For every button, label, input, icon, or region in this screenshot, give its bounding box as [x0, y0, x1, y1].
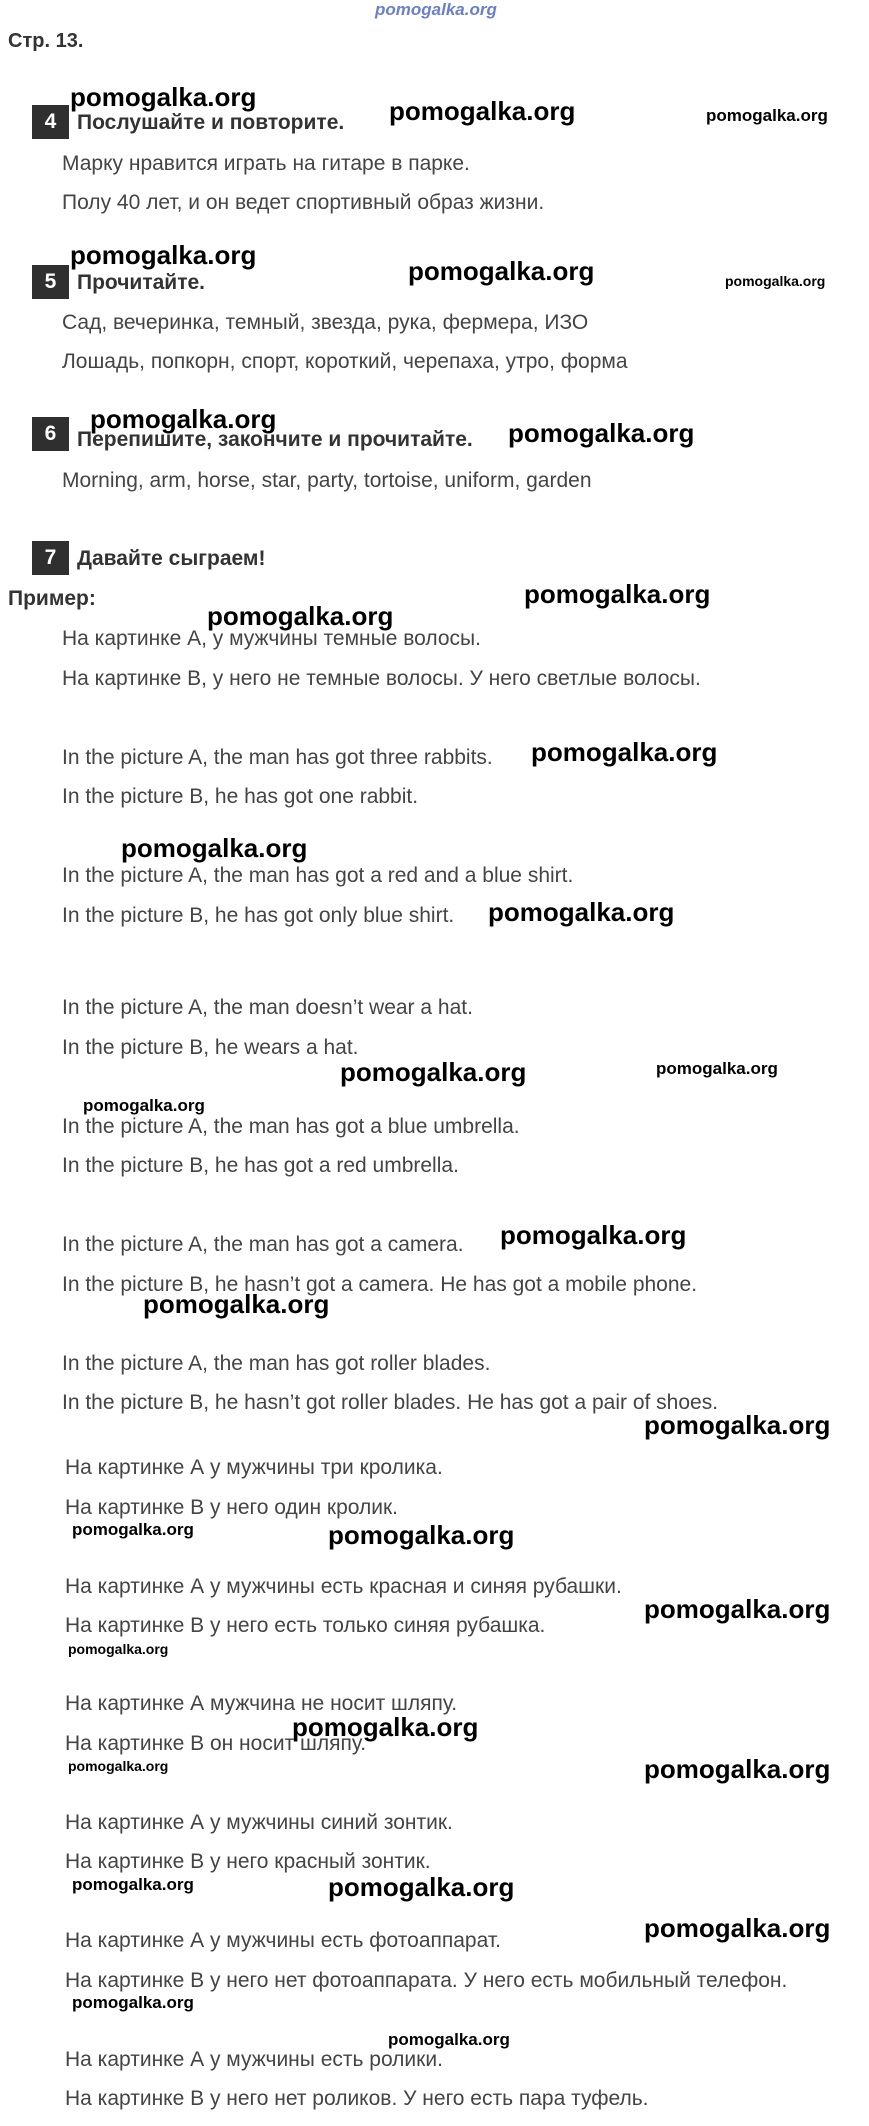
russian-line: На картинке А у мужчины есть ролики.: [65, 2048, 443, 2071]
russian-line: На картинке В у него нет фотоаппарата. У него есть мобильный телефон.: [65, 1969, 788, 1992]
russian-line: На картинке В у него есть только синяя рубашка.: [65, 1614, 546, 1637]
watermark: pomogalka.org: [524, 579, 711, 609]
russian-line: На картинке А у мужчины синий зонтик.: [65, 1811, 453, 1834]
english-line: In the picture B, he has got a red umbrella.: [62, 1154, 459, 1177]
watermark: pomogalka.org: [644, 1410, 831, 1440]
watermark: pomogalka.org: [531, 737, 718, 767]
english-line: In the picture B, he has got only blue shirt.: [62, 904, 455, 927]
watermark: pomogalka.org: [72, 1875, 194, 1894]
exercise-4-number: 4: [32, 105, 69, 139]
watermark: pomogalka.org: [292, 1712, 479, 1742]
russian-line: На картинке А мужчина не носит шляпу.: [65, 1692, 458, 1715]
russian-line: На картинке В у него красный зонтик.: [65, 1850, 431, 1873]
russian-line: На картинке А у мужчины есть красная и синяя рубашки.: [65, 1575, 622, 1598]
watermark: pomogalka.org: [644, 1913, 831, 1943]
watermark: pomogalka.org: [207, 601, 394, 631]
english-line: In the picture A, the man has got a blue umbrella.: [62, 1115, 520, 1138]
example-line-1: На картинке А, у мужчины темные волосы.: [62, 627, 481, 650]
watermark: pomogalka.org: [121, 833, 308, 863]
watermark: pomogalka.org: [90, 404, 277, 434]
watermark: pomogalka.org: [644, 1594, 831, 1624]
watermark: pomogalka.org: [143, 1289, 330, 1319]
watermark: pomogalka.org: [72, 1520, 194, 1539]
watermark: pomogalka.org: [500, 1220, 687, 1250]
exercise-7-number: 7: [32, 541, 69, 575]
watermark: pomogalka.org: [508, 418, 695, 448]
exercise-6-number: 6: [32, 417, 69, 451]
watermark: pomogalka.org: [706, 106, 828, 125]
russian-line: На картинке В он носит шляпу.: [65, 1732, 367, 1755]
example-label: Пример:: [8, 587, 96, 610]
russian-line: На картинке А у мужчины три кролика.: [65, 1456, 443, 1479]
watermark: pomogalka.org: [70, 82, 257, 112]
english-line: In the picture A, the man has got a red and a blue shirt.: [62, 864, 574, 887]
watermark: pomogalka.org: [83, 1096, 205, 1115]
watermark: pomogalka.org: [340, 1057, 527, 1087]
watermark: pomogalka.org: [328, 1872, 515, 1902]
watermark: pomogalka.org: [644, 1754, 831, 1784]
watermark: pomogalka.org: [408, 256, 595, 286]
english-line: In the picture B, he hasn’t got roller blades. He has got a pair of shoes.: [62, 1391, 719, 1414]
exercise-4-title: Послушайте и повторите.: [77, 111, 345, 134]
watermark: pomogalka.org: [725, 273, 826, 289]
exercise-5-number: 5: [32, 265, 69, 299]
watermark: pomogalka.org: [389, 96, 576, 126]
page-label: Стр. 13.: [8, 30, 84, 52]
watermark: pomogalka.org: [388, 2030, 510, 2049]
watermark: pomogalka.org: [72, 1993, 194, 2012]
english-line: In the picture B, he wears a hat.: [62, 1036, 359, 1059]
exercise-6-line-1: Morning, arm, horse, star, party, tortoise, uniform, garden: [62, 469, 592, 492]
exercise-5-title: Прочитайте.: [77, 271, 205, 294]
english-line: In the picture A, the man has got a camera.: [62, 1233, 464, 1256]
exercise-7-title: Давайте сыграем!: [77, 547, 266, 570]
exercise-6-title: Перепишите, закончите и прочитайте.: [77, 428, 473, 451]
english-line: In the picture A, the man has got three rabbits.: [62, 746, 493, 769]
watermark: pomogalka.org: [68, 1758, 169, 1774]
english-line: In the picture B, he has got one rabbit.: [62, 785, 419, 808]
english-line: In the picture A, the man doesn’t wear a hat.: [62, 996, 473, 1019]
example-line-2: На картинке В, у него не темные волосы. У него светлые волосы.: [62, 667, 701, 690]
english-line: In the picture A, the man has got roller blades.: [62, 1352, 491, 1375]
russian-line: На картинке В у него один кролик.: [65, 1496, 398, 1519]
watermark: pomogalka.org: [68, 1641, 169, 1657]
exercise-5-line-1: Сад, вечеринка, темный, звезда, рука, фермера, ИЗО: [62, 311, 589, 334]
russian-line: На картинке В у него нет роликов. У него есть пара туфель.: [65, 2087, 649, 2110]
watermark: pomogalka.org: [328, 1520, 515, 1550]
exercise-4-line-2: Полу 40 лет, и он ведет спортивный образ жизни.: [62, 191, 545, 214]
watermark: pomogalka.org: [70, 240, 257, 270]
russian-line: На картинке А у мужчины есть фотоаппарат.: [65, 1929, 501, 1952]
exercise-4-line-1: Марку нравится играть на гитаре в парке.: [62, 152, 470, 175]
site-header: pomogalka.org: [375, 0, 497, 19]
watermark: pomogalka.org: [656, 1059, 778, 1078]
english-line: In the picture B, he hasn’t got a camera. He has got a mobile phone.: [62, 1273, 698, 1296]
watermark: pomogalka.org: [488, 897, 675, 927]
exercise-5-line-2: Лошадь, попкорн, спорт, короткий, черепаха, утро, форма: [62, 350, 628, 373]
